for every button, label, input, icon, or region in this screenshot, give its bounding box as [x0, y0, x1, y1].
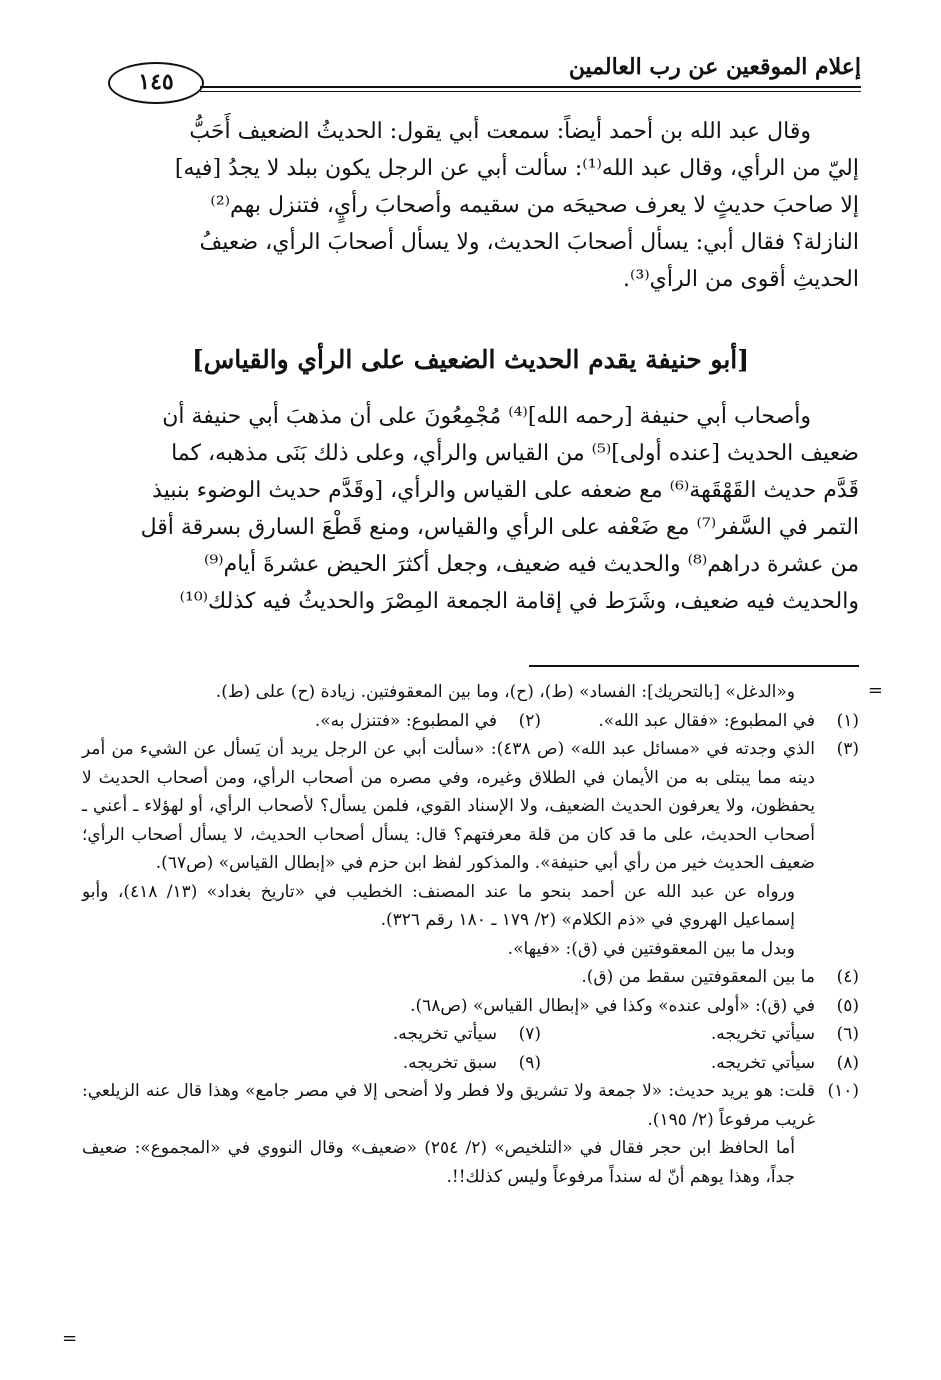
footnote-text: سيأتي تخريجه. — [710, 1052, 815, 1073]
text-line: وقال عبد الله بن أحمد أيضاً: سمعت أبي يقول: الحديثُ الضعيف أَحَبُّ — [189, 119, 811, 144]
footnote-text: في المطبوع: «فتنزل به». — [314, 710, 497, 731]
text-line: وأصحاب أبي حنيفة [رحمه الله]⁽⁴⁾ مُجْمِعُونَ على أن مذهبَ أبي حنيفة أن — [162, 404, 811, 429]
page-number: ١٤٥ — [108, 62, 204, 104]
footnote-10 — [82, 1077, 859, 1134]
footnote-4 — [82, 963, 859, 992]
text-line: ضعيف الحديث [عنده أولى]⁽⁵⁾ من القياس والرأي، وعلى ذلك بَنَى مذهبه، كما — [171, 441, 859, 466]
footnote-text: سيأتي تخريجه. — [392, 1024, 497, 1044]
text-line: التمر في السَّفر⁽⁷⁾ مع ضَعْفه على الرأي والقياس، ومنع قَطْعَ السارق بسرقة أقل — [140, 515, 859, 540]
text-line: إلا صاحبَ حديثٍ لا يعرف صحيحَه من سقيمه وأصحابَ رأيٍ، فتنزل بهم⁽²⁾ — [210, 193, 859, 218]
carry-over-marker: = — [867, 680, 883, 701]
running-header-title: إعلام الموقعين عن رب العالمين — [568, 54, 861, 80]
footnote-number: (٨) — [836, 1052, 859, 1073]
text-line: إليّ من الرأي، وقال عبد الله⁽¹⁾: سألت أبي عن الرجل يكون ببلد لا يجدُ [فيه] — [174, 156, 859, 181]
footnote-number: (٤) — [836, 967, 859, 987]
section-heading: [أبو حنيفة يقدم الحديث الضعيف على الرأي والقياس] — [191, 345, 750, 374]
footnote-5 — [82, 992, 859, 1021]
text-line: الحديثِ أقوى من الرأي⁽³⁾. — [623, 267, 859, 292]
footnote-row-8-9 — [82, 1049, 859, 1078]
text-line: والحديث فيه ضعيف، وشَرَط في إقامة الجمعة المِصْرَ والحديثُ فيه كذلك⁽¹⁰⁾ — [179, 589, 859, 614]
text-line: قَدَّم حديث القَهْقَهة⁽⁶⁾ مع ضعفه على القياس والرأي، [وقَدَّم حديث الوضوء بنبيذ — [152, 478, 859, 503]
footnote-row-1-2 — [82, 707, 859, 736]
footnote-number: (٩) — [518, 1052, 541, 1073]
text-line: من عشرة دراهم⁽⁸⁾ والحديث فيه ضعيف، وجعل أكثرَ الحيض عشرةَ أيام⁽⁹⁾ — [203, 552, 859, 577]
paragraph-1 — [80, 113, 859, 298]
footnote-separator — [529, 665, 859, 667]
footnote-3 — [82, 735, 859, 878]
footnote-text: سيأتي تخريجه. — [710, 1024, 815, 1044]
header-rule-thin — [200, 91, 861, 92]
footnote-text: قلت: هو يريد حديث: «لا جمعة ولا تشريق ولا فطر ولا أضحى إلا في مصر جامع» وهذا قال عنه الزيلعي: غريب مرفوعاً (٢/ ١٩٥). — [82, 1081, 815, 1130]
footnote-10-continuation: أما الحافظ ابن حجر فقال في «التلخيص» (٢/ ٢٥٤) «ضعيف» وقال النووي في «المجموع»: ضعيف جداً، وهذا يوهم أنّ له سنداً مرفوعاً وليس كذلك!!. — [82, 1138, 795, 1187]
footnote-text: في المطبوع: «فقال عبد الله». — [598, 710, 815, 731]
text-line: النازلة؟ فقال أبي: يسأل أصحابَ الحديث، ولا يسأل أصحابَ الرأي، ضعيفُ — [199, 230, 859, 255]
paragraph-2 — [80, 398, 859, 620]
footnote-text: ما بين المعقوفتين سقط من (ق). — [581, 967, 815, 987]
footnote-number: (٣) — [836, 739, 859, 759]
footnote-text: سبق تخريجه. — [402, 1052, 497, 1073]
footnote-number: (٧) — [518, 1024, 541, 1044]
footnote-row-6-7 — [82, 1020, 859, 1049]
footnote-number: (٦) — [836, 1024, 859, 1044]
continue-marker: = — [62, 1328, 78, 1349]
header-rule — [200, 86, 861, 88]
footnote-text: في (ق): «أولى عنده» وكذا في «إبطال القياس» (ص٦٨). — [410, 995, 815, 1016]
footnote-3-continuation: وبدل ما بين المعقوفتين في (ق): «فيها». — [507, 938, 795, 959]
footnote-3-continuation: ورواه عن عبد الله عن أحمد بنحو ما عند المصنف: الخطيب في «تاريخ بغداد» (١٣/ ٤١٨)، وأبو إسماعيل الهروي في «ذم الكلام» (٢/ ١٧٩ ـ ١٨٠ رقم ٣٢٦). — [82, 881, 795, 930]
footnote-carryover: و«الدغل» [بالتحريك]: الفساد» (ط)، (ح)، وما بين المعقوفتين. زيادة (ح) على (ط). — [215, 682, 795, 702]
footnote-number: (١) — [836, 710, 859, 731]
footnote-number: (٥) — [836, 995, 859, 1016]
footnote-number: (١٠) — [827, 1081, 859, 1101]
footnotes — [82, 678, 859, 1191]
footnote-text: الذي وجدته في «مسائل عبد الله» (ص ٤٣٨): «سألت أبي عن الرجل يريد أن يَسأل عن الشيء من أمر دينه مما يبتلى به من الأيمان في الطلاق وغيره، وفي مصره من أصحاب الرأي، ومن أصحاب الحديث لا يحفظون، ولا يعرفون الحديث الضعيف، ولا الإسناد القوي، فلمن يسأل؟ لأصحاب الرأي، أو لهؤلاء ـ أعني ـ أصحاب الحديث، على ما قد كان من قلة معرفتهم؟ قال: يسأل أصحاب الحديث، لا يسأل أصحاب الرأي؛ ضعيف الحديث خير من رأي أبي حنيفة». والمذكور لفظ ابن حزم في «إبطال القياس» (ص٦٧). — [82, 739, 815, 873]
footnote-number: (٢) — [518, 710, 541, 731]
